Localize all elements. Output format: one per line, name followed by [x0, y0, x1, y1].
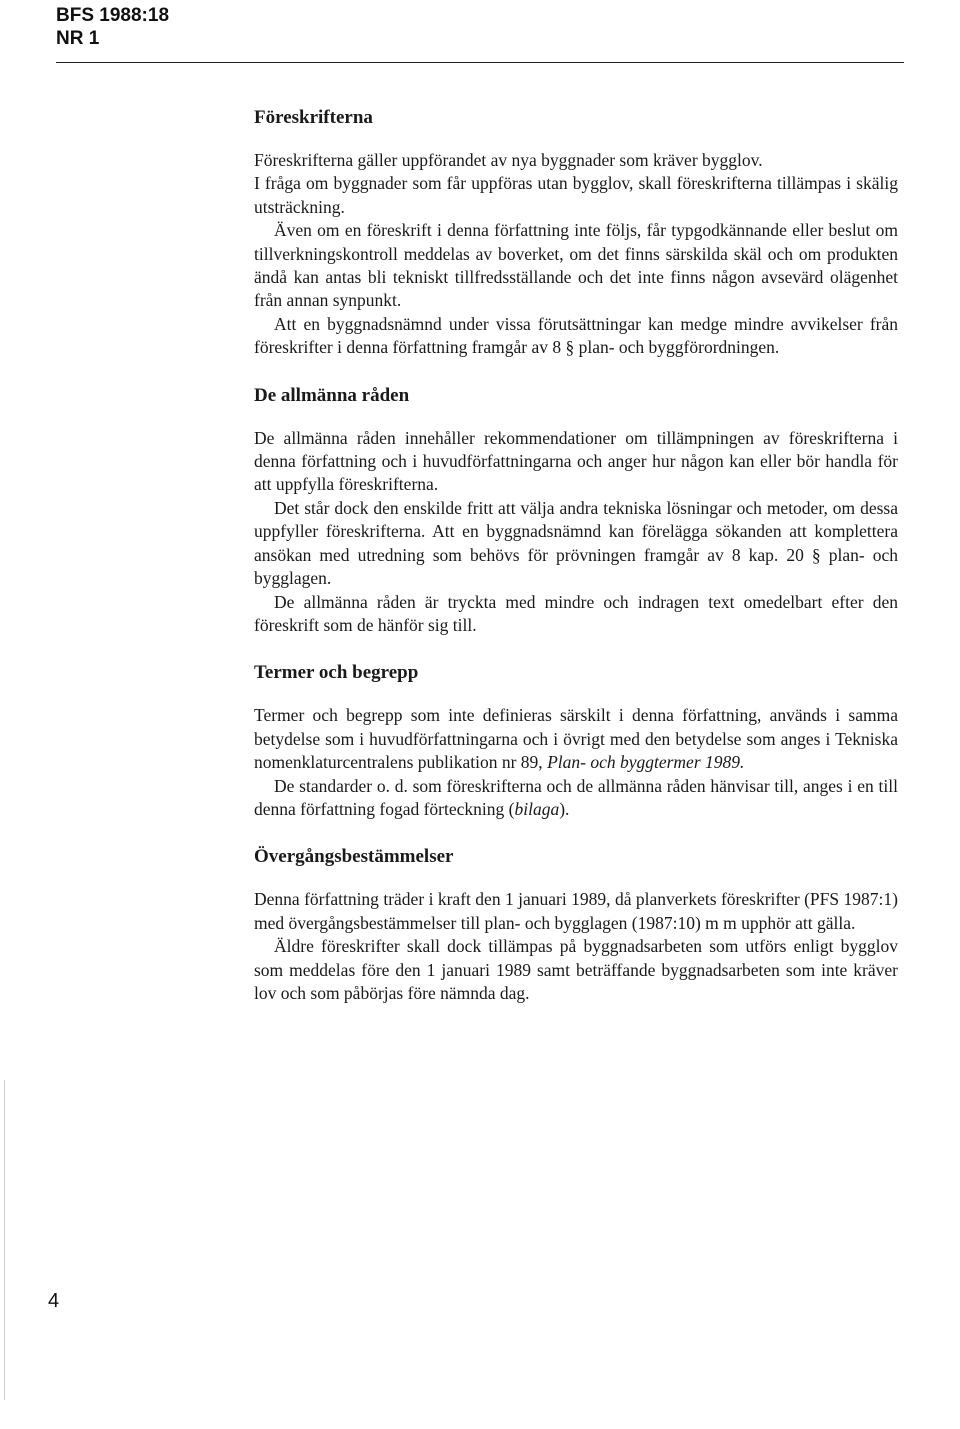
section-heading: Föreskrifterna — [254, 107, 373, 128]
main-content — [254, 106, 898, 1029]
paragraph: Även om en föreskrift i denna författning inte följs, får typgodkännande eller beslut om tillverkningskontroll meddelas av boverket, om det finns särskilda skäl och om produkten ändå kan antas bli tekniskt tillfredsställande och det inte finns någon avsevärd olägenhet från annan synpunkt. — [254, 220, 898, 311]
publication-title: Plan- och byggtermer 1989. — [547, 752, 745, 773]
paragraph-text: Termer och begrepp som inte definieras särskilt i denna författning, används i samma betydelse som i huvudförfattningarna och i övrigt med den betydelse som anges i Tekniska nomenklaturcentralens publikation nr 89, — [254, 705, 898, 773]
section-foreskrifterna — [254, 106, 898, 360]
paragraph: Det står dock den enskilde fritt att välja andra tekniska lösningar och metoder, om dessa uppfyller föreskrifterna. Att en byggnadsnämnd kan förelägga sökanden att komplettera ansökan med utredning som behövs för prövningen framgår av 8 kap. 20 § plan- och bygglagen. — [254, 497, 898, 589]
scan-margin-line — [4, 1080, 5, 1400]
paragraph: De allmänna råden innehåller rekommendationer om tillämpningen av föreskrifterna i denna författning och i huvudförfattningarna och anger hur någon kan eller bör handla för att uppfylla föreskrifterna. — [254, 427, 898, 495]
section-termer-och-begrepp — [254, 661, 898, 821]
page-number: 4 — [48, 1290, 60, 1312]
paragraph: Äldre föreskrifter skall dock tillämpas på byggnadsarbeten som utförs enligt bygglov som meddelas före den 1 januari 1989 samt beträffande byggnadsarbeten som inte kräver lov och som påbörjas före nämnda dag. — [254, 936, 898, 1003]
paragraph: De allmänna råden är tryckta med mindre och indragen text omedelbart efter den föreskrift som de hänför sig till. — [254, 591, 898, 635]
paragraph-text: De standarder o. d. som föreskrifterna och de allmänna råden hänvisar till, anges i en till denna författning fogad förteckning ( — [254, 775, 898, 819]
paragraph: Denna författning träder i kraft den 1 januari 1989, då planverkets föreskrifter (PFS 1987:1) med övergångsbestämmelser till plan- och bygglagen (1987:10) m m upphör att gälla. — [254, 889, 898, 933]
header-divider — [56, 62, 904, 63]
section-heading: Övergångsbestämmelser — [254, 846, 454, 868]
paragraph — [254, 775, 898, 822]
section-overgangsbestammelser — [254, 845, 898, 1005]
section-allmanna-raden — [254, 384, 898, 638]
paragraph: Att en byggnadsnämnd under vissa förutsättningar kan medge mindre avvikelser från föreskrifter i denna författning framgår av 8 § plan- och byggförordningen. — [254, 313, 898, 358]
document-header — [56, 4, 169, 50]
paragraph-end: ). — [559, 798, 570, 819]
paragraph — [254, 704, 898, 774]
section-heading: Termer och begrepp — [254, 662, 419, 684]
paragraph: Föreskrifterna gäller uppförandet av nya byggnader som kräver bygglov. — [254, 150, 763, 170]
issue-number: NR 1 — [56, 28, 100, 49]
series-number: BFS 1988:18 — [56, 5, 170, 26]
section-heading: De allmänna råden — [254, 384, 410, 406]
paragraph: I fråga om byggnader som får uppföras utan bygglov, skall föreskrifterna tillämpas i skälig utsträckning. — [254, 173, 898, 217]
appendix-reference: bilaga — [514, 798, 560, 819]
